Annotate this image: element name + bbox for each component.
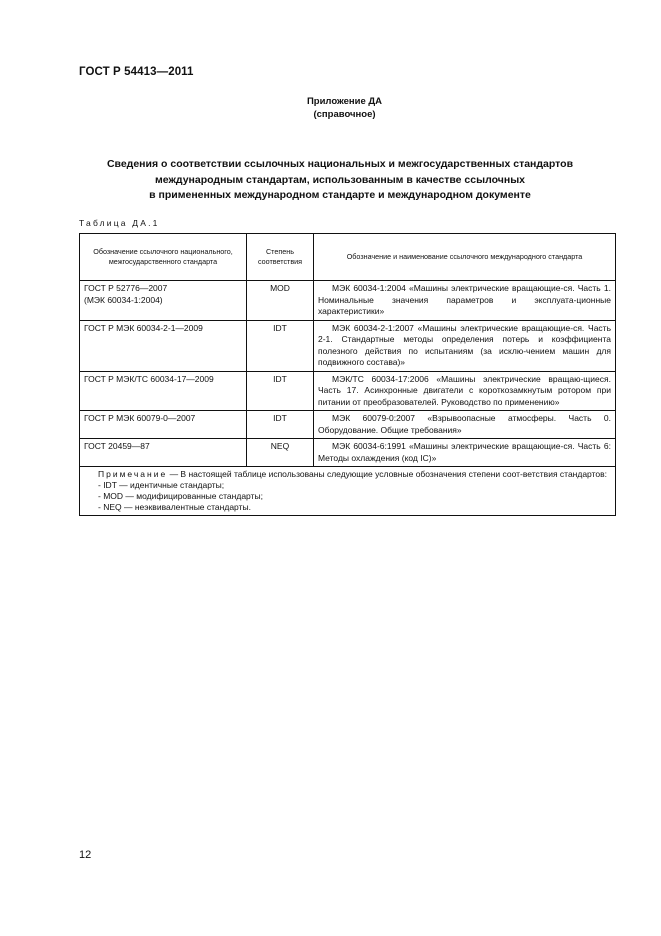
- section-title-line-1: Сведения о соответствии ссылочных национальных и межгосударственных стандартов: [106, 158, 574, 170]
- international-standard-text: МЭК 60079-0:2007 «Взрывоопасные атмосферы. Часть 0. Оборудование. Общие требования»: [318, 413, 611, 435]
- header-international-standard: Обозначение и наименование ссылочного международного стандарта: [314, 234, 616, 281]
- note-item-neq: - NEQ — неэквивалентные стандарты.: [98, 502, 251, 512]
- national-standard-cell: ГОСТ Р МЭК 60079-0—2007: [80, 411, 247, 439]
- degree-cell: MOD: [247, 281, 314, 321]
- national-standard-cell: [80, 281, 247, 321]
- page-number: 12: [79, 849, 92, 861]
- degree-cell: IDT: [247, 411, 314, 439]
- note-item-idt: - IDT — идентичные стандарты;: [98, 480, 225, 490]
- national-standard-cell: ГОСТ Р МЭК/ТС 60034-17—2009: [80, 371, 247, 411]
- international-standard-text: МЭК 60034-6:1991 «Машины электрические вращающие-ся. Часть 6: Методы охлаждения (код IC)»: [318, 441, 611, 463]
- table-row: [80, 281, 616, 321]
- international-standard-text: МЭК 60034-2-1:2007 «Машины электрические вращающие-ся. Часть 2-1. Стандартные методы определения потерь и коэффициента полезного действия по испытаниям (за исклю-чением машин для подвижного состава)»: [318, 322, 611, 367]
- table-note-row: [80, 467, 616, 516]
- appendix-subtitle: (справочное): [313, 109, 376, 120]
- national-standard: ГОСТ Р 52776—2007: [84, 283, 168, 293]
- table-row: [80, 411, 616, 439]
- correspondence-table: [79, 233, 616, 516]
- table-row: [80, 371, 616, 411]
- table-row: [80, 320, 616, 371]
- section-title: [60, 157, 620, 204]
- note-lead: [84, 469, 611, 480]
- note-label: Примечание: [98, 469, 168, 479]
- international-standard-cell: [314, 411, 616, 439]
- international-standard-cell: [314, 281, 616, 321]
- international-standard-cell: [314, 320, 616, 371]
- international-standard-text: МЭК 60034-1:2004 «Машины электрические вращающие-ся. Часть 1. Номинальные значения параметров и эксплуата-ционные характеристики»: [318, 283, 611, 316]
- table-caption: Таблица ДА.1: [79, 218, 160, 228]
- note-text: — В настоящей таблице использованы следующие условные обозначения степени соот-ветствия стандартов:: [167, 469, 608, 479]
- table-note: [80, 467, 616, 516]
- section-title-line-3: в примененных международном стандарте и международном документе: [149, 189, 531, 201]
- header-national-standard: Обозначение ссылочного национального, межгосударственного стандарта: [80, 234, 247, 281]
- section-title-line-2: международным стандартам, использованным в качестве ссылочных: [154, 173, 525, 186]
- table-header-row: [80, 234, 616, 281]
- header-degree: Степень соответствия: [247, 234, 314, 281]
- appendix-title: Приложение ДА: [306, 96, 383, 107]
- document-code-header: ГОСТ Р 54413—2011: [79, 66, 194, 78]
- international-standard-text: МЭК/ТС 60034-17:2006 «Машины электрические вращаю-щиеся. Часть 17. Асинхронные двигатели с короткозамкнутым ротором при питании от преобразователей. Руководство по применению»: [318, 373, 611, 407]
- degree-cell: NEQ: [247, 439, 314, 467]
- degree-cell: IDT: [247, 371, 314, 411]
- national-standard-cell: ГОСТ 20459—87: [80, 439, 247, 467]
- national-standard-cell: ГОСТ Р МЭК 60034-2-1—2009: [80, 320, 247, 371]
- note-item-mod: - MOD — модифицированные стандарты;: [98, 491, 263, 501]
- national-standard-extra: (МЭК 60034-1:2004): [84, 294, 163, 305]
- international-standard-cell: [314, 439, 616, 467]
- table-row: [80, 439, 616, 467]
- degree-cell: IDT: [247, 320, 314, 371]
- international-standard-cell: [314, 371, 616, 411]
